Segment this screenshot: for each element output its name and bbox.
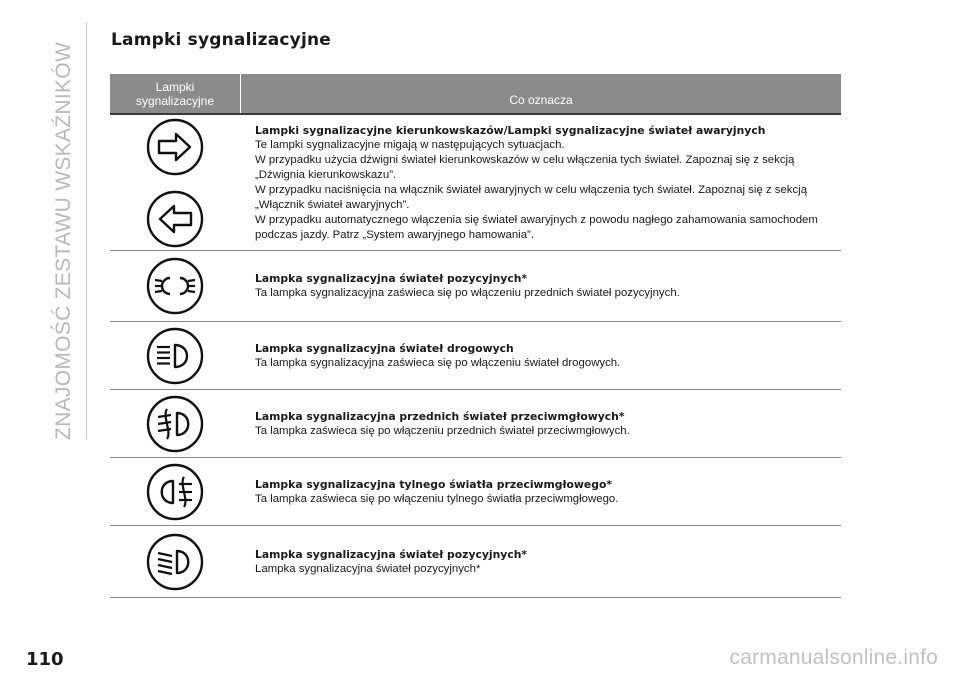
meaning-cell xyxy=(240,322,841,389)
arrow-right-icon xyxy=(145,117,205,177)
table-row xyxy=(110,115,841,251)
row-text: Lampka sygnalizacyjna świateł pozycyjnych* xyxy=(255,562,481,575)
table-row xyxy=(110,322,841,390)
position-lights-icon xyxy=(145,256,205,316)
rear-fog-light-icon xyxy=(145,462,205,522)
table-row xyxy=(110,251,841,322)
meaning-cell xyxy=(240,115,841,250)
icon-cell xyxy=(110,115,240,250)
row-text: W przypadku naciśnięcia na włącznik świateł awaryjnych w celu włączenia tych świateł. Zapoznaj się z sekcją „Włącznik świateł awaryjnych”. xyxy=(255,183,808,211)
row-title: Lampki sygnalizacyjne kierunkowskazów/Lampki sygnalizacyjne świateł awaryjnych xyxy=(255,123,766,137)
row-text: Ta lampka zaświeca się po włączeniu przednich świateł przeciwmgłowych. xyxy=(255,424,630,437)
icon-cell xyxy=(110,322,240,389)
table-row xyxy=(110,390,841,458)
header-lights xyxy=(110,74,240,113)
watermark: carmanualsonline.info xyxy=(729,646,938,669)
row-text: Te lampki sygnalizacyjne migają w następujących sytuacjach. xyxy=(255,138,565,151)
meaning-cell xyxy=(240,251,841,321)
page-heading: Lampki sygnalizacyjne xyxy=(111,30,332,50)
high-beam-icon xyxy=(145,326,205,386)
header-meaning-label: Co oznacza xyxy=(509,93,573,107)
table-row xyxy=(110,458,841,526)
row-title: Lampka sygnalizacyjna przednich świateł przeciwmgłowych* xyxy=(255,409,625,423)
row-title: Lampka sygnalizacyjna świateł drogowych xyxy=(255,341,514,355)
low-beam-icon xyxy=(145,532,205,592)
table-row xyxy=(110,526,841,598)
row-title: Lampka sygnalizacyjna świateł pozycyjnych* xyxy=(255,547,528,561)
chapter-divider xyxy=(86,22,87,439)
meaning-cell xyxy=(240,458,841,525)
row-title: Lampka sygnalizacyjna tylnego światła przeciwmgłowego* xyxy=(255,477,613,491)
table-header xyxy=(110,74,841,115)
meaning-cell xyxy=(240,526,841,597)
chapter-title: ZNAJOMOŚĆ ZESTAWU WSKAŹNIKÓW xyxy=(52,41,75,440)
header-meaning xyxy=(241,74,841,113)
page-number: 110 xyxy=(26,649,64,670)
icon-cell xyxy=(110,390,240,457)
arrow-left-icon xyxy=(145,189,205,249)
front-fog-light-icon xyxy=(145,394,205,454)
header-lights-label: Lampki sygnalizacyjne xyxy=(135,79,215,108)
row-text: Ta lampka sygnalizacyjna zaświeca się po włączeniu świateł drogowych. xyxy=(255,356,621,369)
meaning-cell xyxy=(240,390,841,457)
warning-lights-table xyxy=(110,74,841,598)
row-text: Ta lampka sygnalizacyjna zaświeca się po włączeniu przednich świateł pozycyjnych. xyxy=(255,287,680,299)
row-title: Lampka sygnalizacyjna świateł pozycyjnych* xyxy=(255,272,528,285)
row-text: W przypadku użycia dźwigni świateł kierunkowskazów w celu włączenia tych świateł. Zapoznaj się z sekcją „Dźwignia kierunkowskazu”. xyxy=(255,153,795,181)
icon-cell xyxy=(110,251,240,321)
row-text: W przypadku automatycznego włączenia się świateł awaryjnych z powodu nagłego zahamowania samochodem podczas jazdy. Patrz „System awaryjnego hamowania”. xyxy=(255,213,818,241)
icon-cell xyxy=(110,526,240,597)
row-text: Ta lampka zaświeca się po włączeniu tylnego światła przeciwmgłowego. xyxy=(255,492,619,505)
icon-cell xyxy=(110,458,240,525)
